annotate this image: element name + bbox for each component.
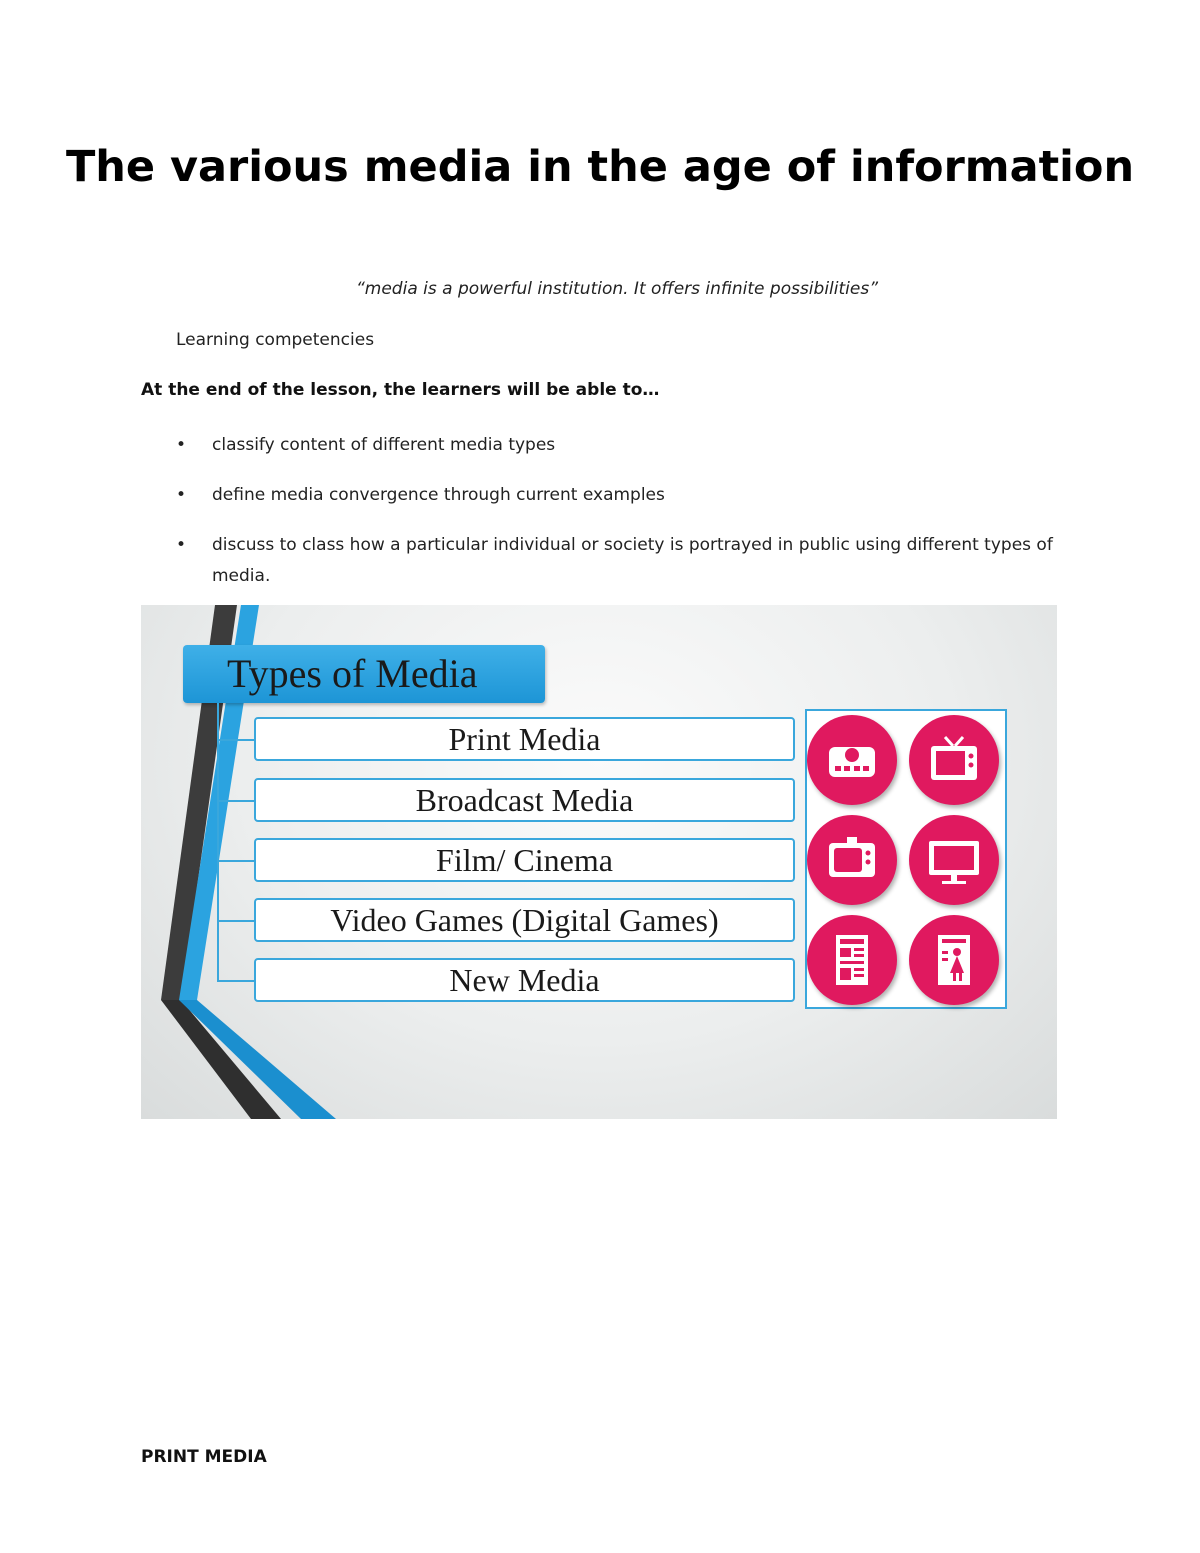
list-item [176, 430, 1056, 461]
objective-text: define media convergence through current examples [212, 485, 665, 505]
connector-line [217, 703, 219, 980]
connector-line [217, 920, 254, 922]
radio-icon [807, 715, 897, 805]
bullet-icon: • [176, 435, 187, 455]
objective-text: classify content of different media types [212, 435, 556, 455]
slide-title: Types of Media [183, 645, 545, 703]
media-type-print: Print Media [254, 717, 795, 761]
list-item [176, 530, 1056, 592]
types-of-media-slide [141, 605, 1057, 1119]
magazine-icon [909, 915, 999, 1005]
retro-tv-icon [807, 815, 897, 905]
lesson-intro: At the end of the lesson, the learners will be able to… [141, 380, 660, 400]
bullet-icon: • [176, 485, 187, 505]
connector-line [217, 980, 254, 982]
connector-line [217, 860, 254, 862]
page-title: The various media in the age of information [65, 142, 1135, 192]
objective-text: discuss to class how a particular individual or society is portrayed in public using different types of media. [212, 535, 1053, 586]
objectives-list [176, 430, 1056, 611]
section-heading-print-media: PRINT MEDIA [141, 1447, 267, 1467]
media-icons-panel [805, 709, 1007, 1009]
monitor-icon [909, 815, 999, 905]
connector-line [217, 800, 254, 802]
media-type-broadcast: Broadcast Media [254, 778, 795, 822]
media-type-new-media: New Media [254, 958, 795, 1002]
media-type-film: Film/ Cinema [254, 838, 795, 882]
quote: “media is a powerful institution. It offers infinite possibilities” [355, 279, 879, 299]
newspaper-icon [807, 915, 897, 1005]
bullet-icon: • [176, 535, 187, 555]
list-item [176, 480, 1056, 511]
tv-icon [909, 715, 999, 805]
connector-line [217, 739, 254, 741]
learning-competencies-label: Learning competencies [176, 330, 375, 350]
media-type-video-games: Video Games (Digital Games) [254, 898, 795, 942]
